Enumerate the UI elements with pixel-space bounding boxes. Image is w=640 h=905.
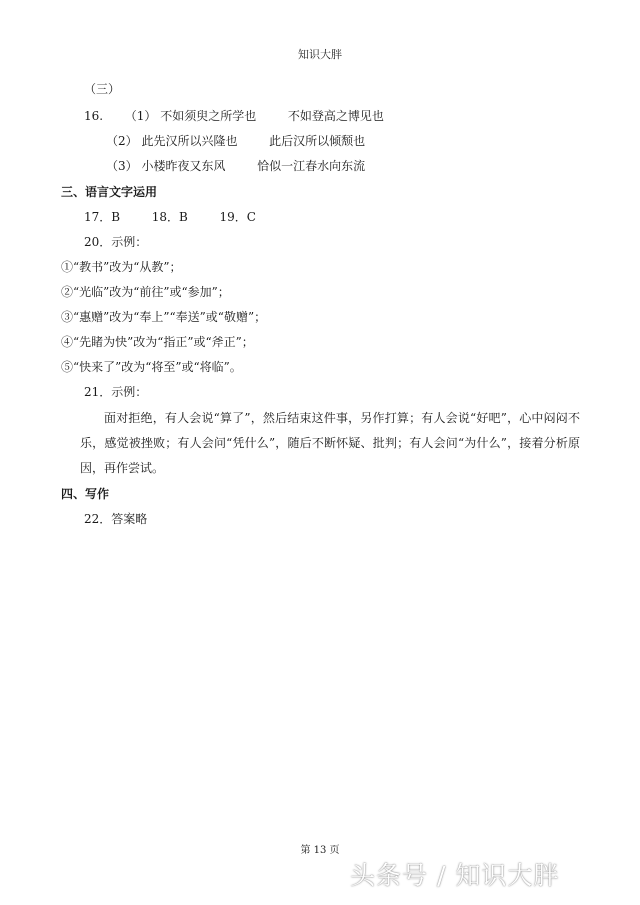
q20-item-4: ④“先睹为快”改为“指正”或“斧正”； (61, 335, 254, 349)
q20-item-3: ③“惠赠”改为“奉上”“奉送”或“敬赠”； (61, 310, 267, 324)
q20-item-1: ①“教书”改为“从教”； (61, 260, 182, 274)
q20-item-5: ⑤“快来了”改为“将至”或“将临”。 (61, 360, 242, 374)
q16-item1-a: 不如须臾之所学也 (160, 109, 257, 123)
q21-title: 21．示例： (84, 385, 148, 399)
q16-item3-b: 恰似一江春水向东流 (257, 159, 366, 173)
q16-item3-a: 小楼昨夜又东风 (141, 159, 226, 173)
q20-title: 20．示例： (84, 235, 148, 249)
q22-answer: 22．答案略 (84, 512, 148, 526)
watermark-text: 头条号 / 知识大胖 (350, 861, 560, 890)
q16-item2-a: 此先汉所以兴隆也 (141, 134, 238, 148)
q17-answer: 17．B (84, 210, 121, 224)
subsection-label: （三） (84, 82, 121, 96)
section-four-heading: 四、写作 (61, 487, 110, 501)
q16-item2-b: 此后汉所以倾颓也 (269, 134, 366, 148)
q18-answer: 18．B (151, 210, 188, 224)
q16-item-3 (106, 158, 365, 174)
q16-item-1 (84, 108, 384, 124)
q16-number: 16. (84, 109, 104, 123)
section-three-heading: 三、语言文字运用 (61, 185, 158, 199)
page-number: 第 13 页 (300, 845, 340, 856)
q16-item3-label: （3） (106, 159, 138, 173)
q16-item2-label: （2） (106, 134, 138, 148)
q21-paragraph: 面对拒绝，有人会说“算了”，然后结束这件事，另作打算；有人会说“好吧”，心中闷闷不乐，感觉被挫败；有人会问“凭什么”，随后不断怀疑、批判；有人会问“为什么”，接着分析原因，再作尝试。 (80, 411, 580, 475)
q16-item1-label: （1） (124, 109, 157, 123)
q16-item-2 (106, 133, 365, 149)
page-header: 知识大胖 (298, 48, 342, 61)
q19-answer: 19．C (219, 210, 256, 224)
q20-item-2: ②“光临”改为“前往”或“参加”； (61, 285, 230, 299)
mc-answers (84, 209, 256, 225)
q16-item1-b: 不如登高之博见也 (287, 109, 384, 123)
